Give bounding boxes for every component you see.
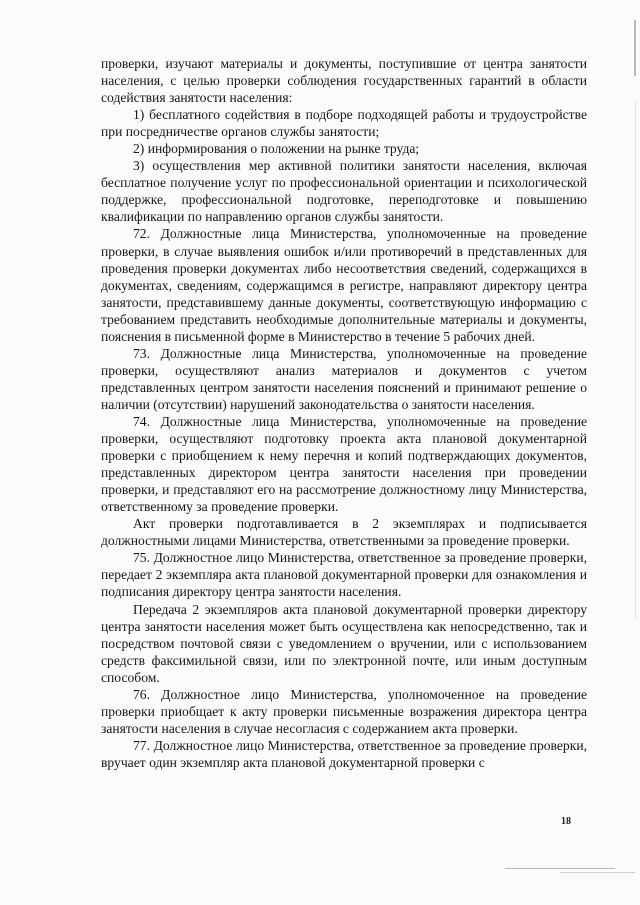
paragraph-74: 74. Должностные лица Министерства, уполномоченные на проведение проверки, осуществляют подготовку проекта акта плановой документарной проверки с приобщением к нему перечня и копий подтверждающих документов, представленных директором центра занятости населения при проведении проверки, и представляют его на рассмотрение должностному лицу Министерства, ответственному за проведение проверки. <box>101 413 587 515</box>
paragraph-76: 76. Должностное лицо Министерства, уполномоченное на проведение проверки приобщает к акту проверки письменные возражения директора центра занятости населения в случае несогласия с содержанием акта проверки. <box>101 686 587 736</box>
paragraph-act-transfer: Передача 2 экземпляров акта плановой документарной проверки директору центра занятости населения может быть осуществлена как непосредственно, так и посредством почтовой связи с уведомлением о вручении, или с использованием средств факсимильной связи, или по электронной почте, или иным доступным способом. <box>101 601 587 685</box>
paragraph-continuation: проверки, изучают материалы и документы, поступившие от центра занятости населения, с целью проверки соблюдения государственных гарантий в области содействия занятости населения: <box>101 56 587 106</box>
paragraph-77: 77. Должностное лицо Министерства, ответственное за проведение проверки, вручает один экземпляр акта плановой документарной проверки с <box>101 737 587 770</box>
paragraph-item-1: 1) бесплатного содействия в подборе подходящей работы и трудоустройстве при посредничестве органов службы занятости; <box>101 107 587 140</box>
page-number: 18 <box>561 816 571 827</box>
paragraph-act-copies: Акт проверки подготавливается в 2 экземплярах и подписывается должностными лицами Министерства, ответственными за проведение проверки. <box>101 516 587 549</box>
scan-edge-mark <box>560 872 635 873</box>
document-body <box>101 55 587 771</box>
scan-edge-mark <box>634 20 636 76</box>
paragraph-72: 72. Должностные лица Министерства, уполномоченные на проведение проверки, в случае выявления ошибок и/или противоречий в представленных для проведения проверки документах либо несоответствия сведений, содержащихся в документах, сведениям, содержащимся в регистре, направляют директору центра занятости, представившему данные документы, соответствующую информацию с требованием представить необходимые дополнительные материалы и документы, пояснения в письменной форме в Министерство в течение 5 рабочих дней. <box>101 226 587 344</box>
scan-edge-mark <box>505 868 615 869</box>
paragraph-73: 73. Должностные лица Министерства, уполномоченные на проведение проверки, осуществляют анализ материалов и документов с учетом представленных центром занятости населения пояснений и принимают решение о наличии (отсутствии) нарушений законодательства о занятости населения. <box>101 345 587 412</box>
paragraph-item-2: 2) информирования о положении на рынке труда; <box>133 141 420 157</box>
paragraph-75: 75. Должностное лицо Министерства, ответственное за проведение проверки, передает 2 экземпляра акта плановой документарной проверки для ознакомления и подписания директору центра занятости населения. <box>101 550 587 600</box>
scan-edge-mark <box>635 100 636 620</box>
paragraph-item-3: 3) осуществления мер активной политики занятости населения, включая бесплатное получение услуг по профессиональной ориентации и психологической поддержке, профессиональной подготовке, переподготовке и повышению квалификации по направлению органов службы занятости. <box>101 158 587 225</box>
